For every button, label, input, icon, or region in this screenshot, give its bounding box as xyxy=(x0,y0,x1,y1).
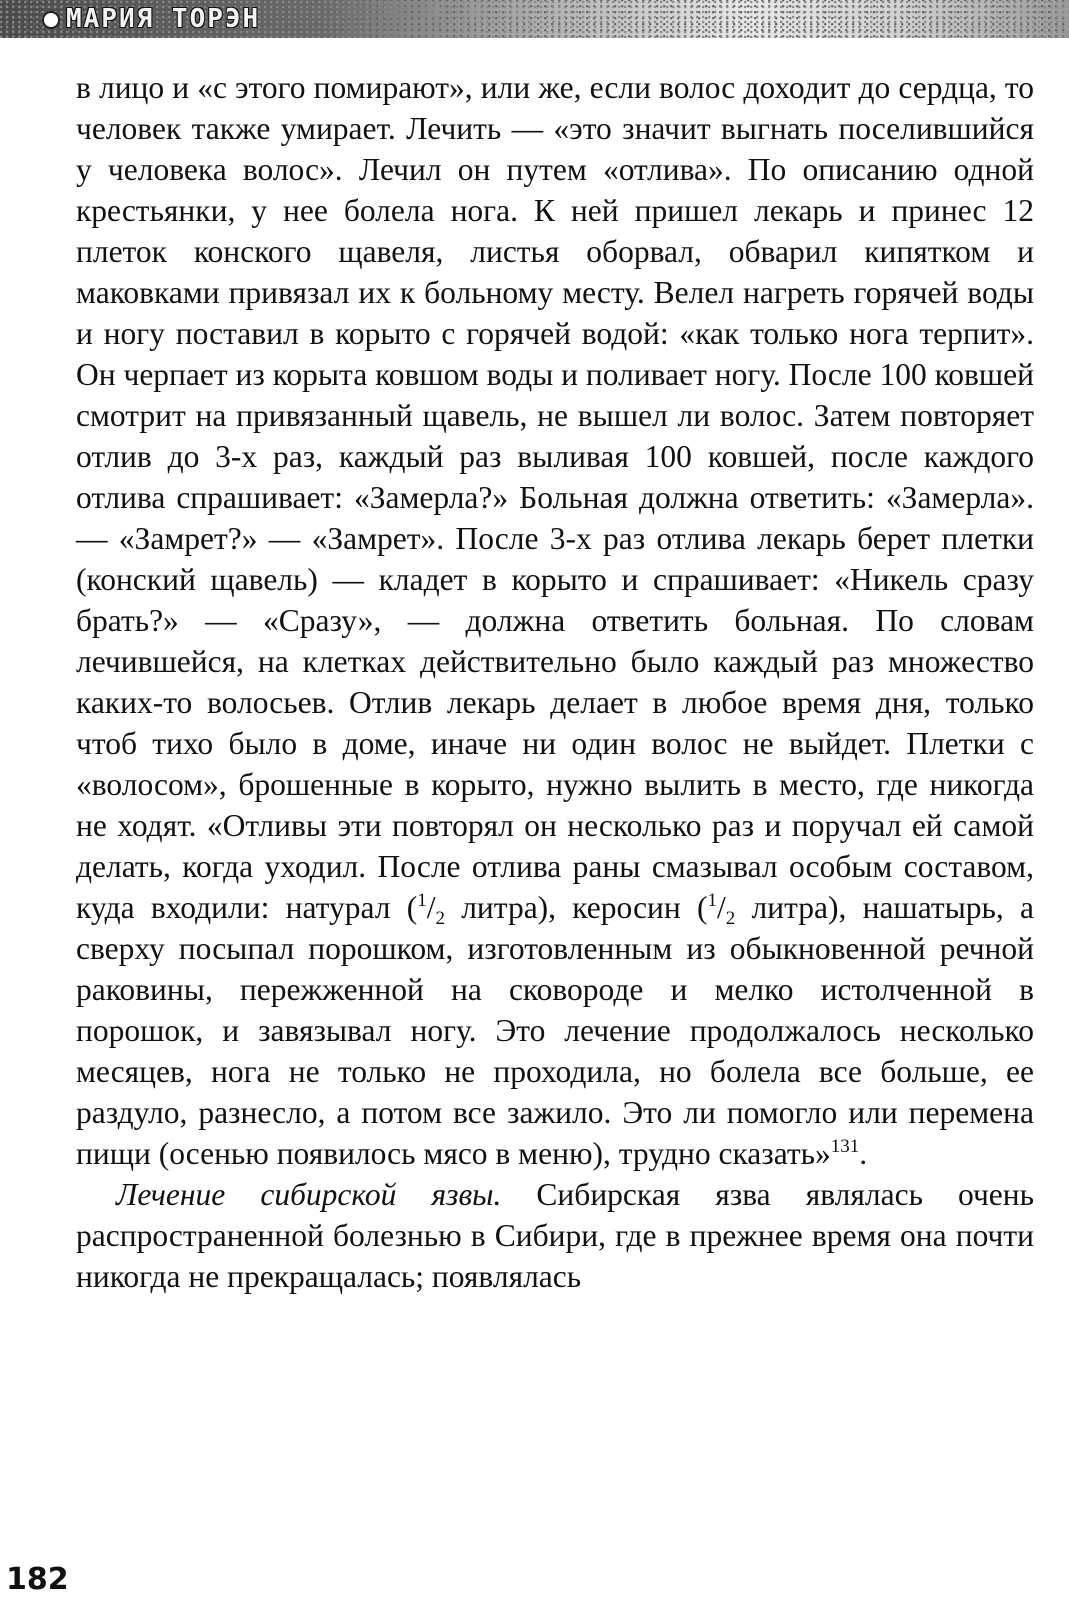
running-header xyxy=(0,0,1069,38)
fraction-2-numerator: 1 xyxy=(707,890,718,911)
paragraph-1-text-a: в лицо и «с этого помирают», или же, если волос доходит до сердца, то человек также умирает. Лечить — «это значит выгнать поселившийся у человека волос». Лечил он путем «отлива». По описанию одной крестьянки, у нее болела нога. К ней пришел лекарь и принес 12 плеток конского щавеля, листья оборвал, обварил кипятком и маковками привязал их к больному месту. Велел нагреть горячей воды и ногу поставил в корыто с горячей водой: «как только нога терпит». Он черпает из корыта ковшом воды и поливает ногу. После 100 ковшей смотрит на привязанный щавель, не вышел ли волос. Затем повторяет отлив до 3-х раз, каждый раз выливая 100 ковшей, после каждого отлива спрашивает: «Замерла?» Больная должна ответить: «Замерла». — «Замрет?» — «Замрет». После 3-х раз отлива лекарь берет плетки (конский щавель) — кладет в корыто и спрашивает: «Никель сразу брать?» — «Сразу», — должна ответить больная. По словам лечившейся, на клетках действительно было каждый раз множество каких-то волосьев. Отлив лекарь делает в любое время дня, только чтоб тихо было в доме, иначе ни один волос не выйдет. Плетки с «волосом», брошенные в корыто, нужно вылить в место, где никогда не ходят. «Отливы эти повторял он несколько раз и поручал ей самой делать, когда уходил. После отлива раны смазывал особым составом, куда входили: натурал ( xyxy=(76,70,1034,925)
page-number: 182 xyxy=(6,1562,69,1597)
paragraph-1: в лицо и «с этого помирают», или же, если волос доходит до сердца, то человек также умирает. Лечить — «это значит выгнать поселившийся у человека волос». Лечил он путем «отлива». По описанию одной крестьянки, у нее болела нога. К ней пришел лекарь и принес 12 плеток конского щавеля, листья оборвал, обварил кипятком и маковками привязал их к больному месту. Велел нагреть горячей воды и ногу поставил в корыто с горячей водой: «как только нога терпит». Он черпает из корыта ковшом воды и поливает ногу. После 100 ковшей смотрит на привязанный щавель, не вышел ли волос. Затем повторяет отлив до 3-х раз, каждый раз выливая 100 ковшей, после каждого отлива спрашивает: «Замерла?» Больная должна ответить: «Замерла». — «Замрет?» — «Замрет». После 3-х раз отлива лекарь берет плетки (конский щавель) — кладет в корыто и спрашивает: «Никель сразу брать?» — «Сразу», — должна ответить больная. По словам лечившейся, на клетках действительно было каждый раз множество каких-то волосьев. Отлив лекарь делает в любое время дня, только чтоб тихо было в доме, иначе ни один волос не выйдет. Плетки с «волосом», брошенные в корыто, нужно вылить в место, где никогда не ходят. «Отливы эти повторял он несколько раз и поручал ей самой делать, когда уходил. После отлива раны смазывал особым составом, куда входили: натурал ($^1/_2$ литра), керосин ($^1/_2$ литра), нашатырь, а сверху посыпал порошком, изготовленным из обыкновенной речной раковины, пережженной на сковороде и мелко истолченной в порошок, и завязывал ногу. Это лечение продолжалось несколько месяцев, нога не только не проходила, но болела все больше, ее раздуло, разнесло, а потом все зажило. Это ли помогло или перемена пищи (осенью появилось мясо в меню), трудно сказать»$^{131}$. xyxy=(76,70,1035,1171)
fraction-2-denominator: 2 xyxy=(725,908,736,929)
paragraph-2-text: Сибирская язва являлась очень распространенной болезнью в Сибири, где в прежнее время она почти никогда не прекращалась; появлялась xyxy=(76,1177,1035,1294)
body-text xyxy=(76,67,1034,1297)
header-author: МАРИЯ ТОРЭН xyxy=(66,4,261,34)
footnote-ref-131: 131 xyxy=(830,1136,860,1157)
paragraph-1-end: . xyxy=(859,1136,868,1171)
section-heading-anthrax: Лечение сибирской язвы. xyxy=(116,1177,502,1212)
paragraph-1-text-c: литра), нашатырь, а сверху посыпал порошком, изготовленным из обыкновенной речной раковины, пережженной на сковороде и мелко истолченной в порошок, и завязывал ногу. Это лечение продолжалось несколько месяцев, нога не только не проходила, но болела все больше, ее раздуло, разнесло, а потом все зажило. Это ли помогло или перемена пищи (осенью появилось мясо в меню), трудно сказать» xyxy=(76,890,1035,1171)
fraction-1-numerator: 1 xyxy=(417,890,427,911)
fraction-1-denominator: 2 xyxy=(435,908,445,929)
paragraph-1-text-b: литра), керосин ( xyxy=(444,890,708,925)
header-bullet-icon xyxy=(42,11,60,29)
paragraph-2 xyxy=(76,1174,1034,1297)
